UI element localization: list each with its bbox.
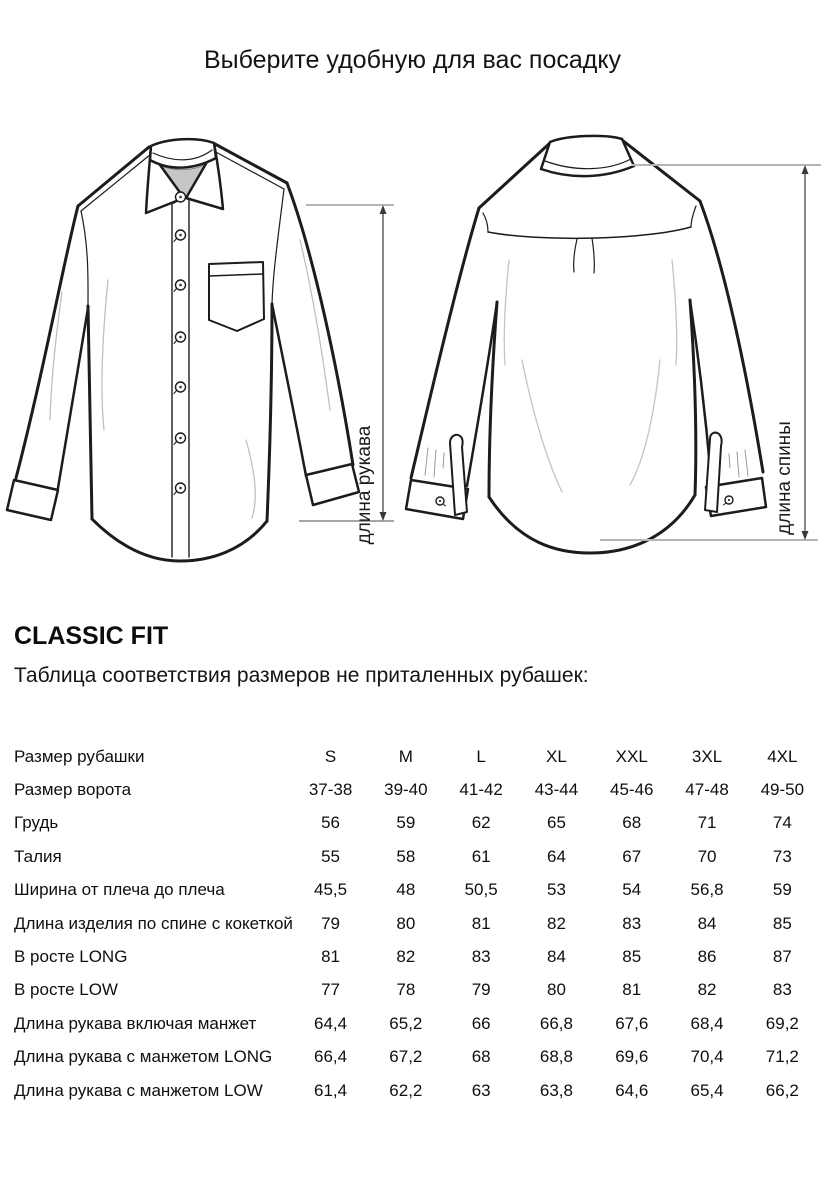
- cell-value: 73: [772, 846, 792, 866]
- cell-value: M: [398, 746, 413, 766]
- cell-value: 47-48: [685, 780, 729, 800]
- cell-value: 59: [396, 813, 416, 833]
- cell-value: 80: [396, 913, 416, 933]
- cell-value: 81: [321, 947, 341, 967]
- chest-pocket: [209, 262, 264, 331]
- row-label: Длина рукава включая манжет: [14, 1013, 257, 1033]
- cell-value: 71,2: [765, 1047, 799, 1067]
- cell-value: 61: [471, 846, 491, 866]
- back-length-label: длина спины: [774, 421, 795, 535]
- cell-value: 58: [396, 846, 416, 866]
- table-row: [14, 940, 820, 973]
- cell-value: 64,4: [314, 1013, 348, 1033]
- cell-value: 80: [546, 980, 566, 1000]
- cell-value: 66,4: [314, 1047, 348, 1067]
- cell-value: 68,4: [690, 1013, 724, 1033]
- cell-value: 64: [546, 846, 566, 866]
- table-row: [14, 807, 820, 840]
- shirt-diagrams: [0, 120, 825, 580]
- row-label: Длина рукава с манжетом LONG: [14, 1047, 273, 1067]
- cell-value: 66,8: [539, 1013, 573, 1033]
- cell-value: 74: [772, 813, 792, 833]
- table-row: [14, 1007, 820, 1040]
- cell-value: 82: [697, 980, 717, 1000]
- back-pleat-lines: [574, 238, 595, 273]
- cell-value: 85: [622, 947, 642, 967]
- cell-value: 43-44: [534, 780, 579, 800]
- cell-value: 59: [772, 880, 792, 900]
- button-placket: [172, 200, 189, 557]
- row-label: Размер ворота: [14, 780, 132, 800]
- cell-value: 78: [396, 980, 416, 1000]
- back-cuffs: [406, 433, 766, 519]
- row-label: Ширина от плеча до плеча: [14, 880, 225, 900]
- table-caption: Таблица соответствия размеров не приталенных рубашек:: [14, 664, 589, 687]
- table-row: [14, 740, 820, 773]
- cell-value: XXL: [615, 746, 648, 766]
- table-row: [14, 907, 820, 940]
- cell-value: 41-42: [459, 780, 503, 800]
- cell-value: 63,8: [539, 1080, 573, 1100]
- cell-value: 62: [471, 813, 491, 833]
- table-row: [14, 773, 820, 806]
- cell-value: 79: [471, 980, 491, 1000]
- fit-heading: CLASSIC FIT: [14, 622, 169, 650]
- cell-value: 86: [697, 947, 717, 967]
- cell-value: S: [324, 746, 337, 766]
- row-label: Грудь: [14, 813, 59, 833]
- cell-value: 84: [546, 947, 566, 967]
- cell-value: 83: [772, 980, 792, 1000]
- size-table: [14, 740, 820, 1107]
- back-crease-lines: [504, 260, 677, 492]
- shirt-technical-drawing: [0, 120, 825, 580]
- cell-value: 53: [546, 880, 566, 900]
- collar: [146, 139, 223, 213]
- table-row: [14, 874, 820, 907]
- cell-value: 65,4: [690, 1080, 724, 1100]
- row-label: Длина рукава с манжетом LOW: [14, 1080, 263, 1100]
- cell-value: 67: [622, 846, 642, 866]
- cell-value: 4XL: [767, 746, 798, 766]
- cell-value: 62,2: [389, 1080, 423, 1100]
- size-table-body: [14, 740, 820, 1107]
- sleeve-length-label: длина рукава: [354, 425, 375, 545]
- cell-value: 49-50: [760, 780, 805, 800]
- front-buttons: [174, 192, 186, 495]
- cell-value: 48: [396, 880, 416, 900]
- table-row: [14, 840, 820, 873]
- cell-value: 67,6: [615, 1013, 649, 1033]
- cell-value: 70: [697, 846, 717, 866]
- row-label: В росте LONG: [14, 947, 128, 967]
- cell-value: 83: [471, 947, 491, 967]
- cell-value: 64,6: [615, 1080, 649, 1100]
- cell-value: 79: [321, 913, 341, 933]
- cell-value: 82: [396, 947, 416, 967]
- cell-value: 37-38: [308, 780, 353, 800]
- cell-value: 69,6: [615, 1047, 649, 1067]
- cell-value: 66: [471, 1013, 491, 1033]
- cell-value: XL: [546, 746, 567, 766]
- cell-value: 85: [772, 913, 792, 933]
- cell-value: 68: [471, 1047, 491, 1067]
- page-title: Выберите удобную для вас посадку: [203, 46, 622, 74]
- cell-value: 84: [697, 913, 717, 933]
- shirt-front-drawing: [7, 139, 359, 561]
- row-label: В росте LOW: [14, 980, 118, 1000]
- cell-value: 3XL: [691, 746, 723, 766]
- cell-value: 55: [321, 846, 341, 866]
- cell-value: 65: [546, 813, 566, 833]
- cell-value: 65,2: [389, 1013, 423, 1033]
- cell-value: 68: [622, 813, 642, 833]
- cell-value: 77: [321, 980, 341, 1000]
- cell-value: L: [476, 746, 486, 766]
- cell-value: 81: [622, 980, 642, 1000]
- cell-value: 68,8: [539, 1047, 573, 1067]
- cell-value: 87: [772, 947, 792, 967]
- cell-value: 50,5: [464, 880, 498, 900]
- cell-value: 45-46: [610, 780, 654, 800]
- cell-value: 81: [471, 913, 491, 933]
- cell-value: 39-40: [384, 780, 428, 800]
- cell-value: 83: [622, 913, 642, 933]
- cell-value: 56: [321, 813, 341, 833]
- cell-value: 70,4: [690, 1047, 724, 1067]
- table-row: [14, 974, 820, 1007]
- cell-value: 54: [622, 880, 642, 900]
- cell-value: 69,2: [765, 1013, 799, 1033]
- back-collar: [541, 136, 634, 176]
- cell-value: 45,5: [314, 880, 348, 900]
- row-label: Длина изделия по спине с кокеткой: [14, 913, 293, 933]
- cell-value: 66,2: [765, 1080, 799, 1100]
- shirt-back-drawing: [406, 136, 766, 553]
- table-row: [14, 1074, 820, 1107]
- row-label: Размер рубашки: [14, 746, 145, 766]
- cell-value: 82: [546, 913, 566, 933]
- cell-value: 61,4: [314, 1080, 348, 1100]
- cell-value: 56,8: [690, 880, 724, 900]
- cell-value: 67,2: [389, 1047, 423, 1067]
- table-row: [14, 1041, 820, 1074]
- row-label: Талия: [14, 846, 62, 866]
- cell-value: 63: [471, 1080, 491, 1100]
- cell-value: 71: [697, 813, 717, 833]
